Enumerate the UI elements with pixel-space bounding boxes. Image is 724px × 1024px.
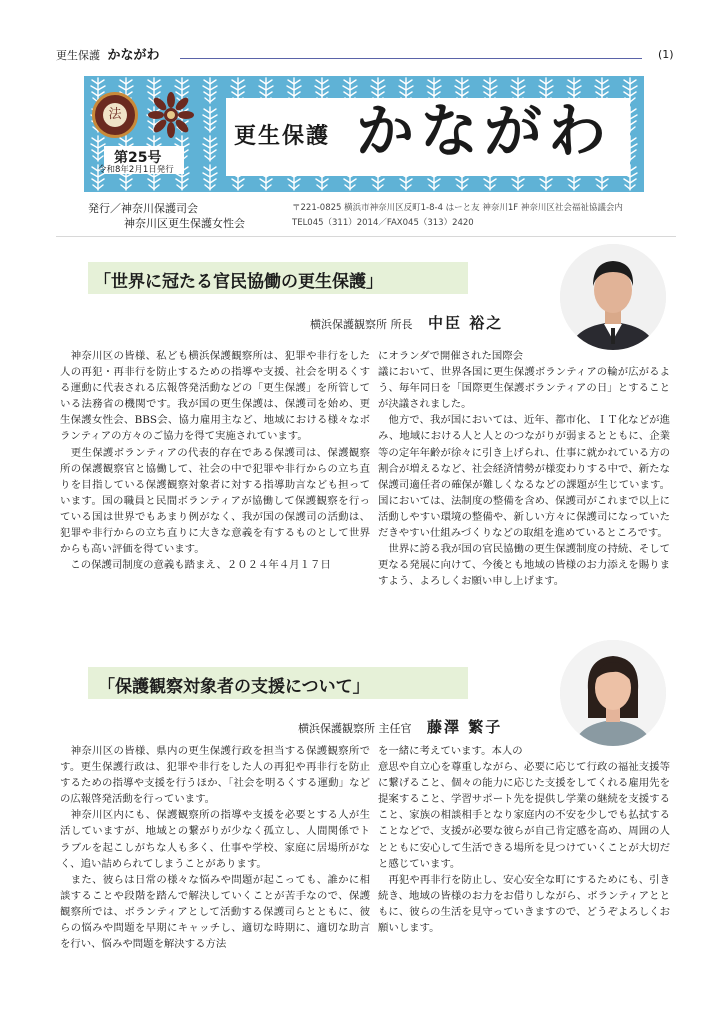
article2-portrait [560,640,666,746]
running-header [56,44,160,63]
tel-fax-line: TEL045（311）2014／FAX045（313）2420 [292,218,474,228]
article1-heading: 「世界に冠たる官民協働の更生保護」 [94,272,383,292]
address-block [292,201,623,231]
portrait-woman-icon [560,640,666,746]
article2-byline-name: 藤澤 繁子 [427,718,503,736]
chrysanthemum-emblem-icon [148,92,194,138]
article1-portrait [560,244,666,350]
publisher-line2: 神奈川区更生保護女性会 [124,217,245,230]
publisher-block [88,201,245,231]
publisher-line1: 発行／神奈川保護司会 [88,202,198,215]
hogoshi-emblem-icon [92,92,138,138]
portrait-man-icon [560,244,666,350]
running-header-title: かながわ [107,48,160,63]
article1-left-column: 神奈川区の皆様、私ども横浜保護観察所は、犯罪や非行をした人の再犯・再非行を防止するための指導や支援、社会を明るくする運動に代表される広報啓発活動などの「更生保護」を所管している法務省の機関です。我が国の更生保護は、保護司を始め、更生保護女性会、BBS会、協力雇用主など、地域における様々なボランティアの方々のご協力を得て実施されています。 更生保護ボランティアの代表的存在である保護司は、保護観察所の保護観察官と協働して、社会の中で犯罪や非行からの立ち直りを目指している保護観察対象者に対する指導助言なども担っています。国の職員と民間ボランティアが協働して保護観察を行っている国は世界でもあまり例がなく、我が国の保護司の活動は、犯罪や非行からの立ち直りに大きな意義を有するものとして世界からも高い評価を得ています。 この保護司制度の意義も踏まえ、２０２４年４月１７日 [60,350,370,572]
article1-byline-role: 横浜保護観察所 所長 [310,318,413,331]
article2-byline [298,716,502,737]
header-rule [180,58,642,59]
article2-byline-role: 横浜保護観察所 主任官 [298,722,412,735]
issue-number: 第25号 [114,150,162,166]
article1-byline [310,312,503,333]
masthead-title-big: かながわ [356,97,613,165]
article1-byline-name: 中臣 裕之 [428,314,504,332]
article2-left-column: 神奈川区の皆様、県内の更生保護行政を担当する保護観察所です。更生保護行政は、犯罪や非行をした人の再犯や再非行を防止するための指導や支援を行うほか、「社会を明るくする運動」などの広報啓発活動を行っています。 神奈川区内にも、保護観察所の指導や支援を必要とする人が生活していますが、地域との繋がりが少なく孤立し、人間関係でトラブルを起こしがちな人も多く、仕事や学校、家庭に居場所がなく、追い詰められてしまうことがあります。 また、彼らは日常の様々な悩みや問題が起こっても、誰かに相談することや段階を踏んで解決していくことが苦手なので、保護観察所では、ボランティアとして活動する保護司らとともに、彼らの悩みや問題を早期にキャッチし、適切な時期に、適切な助言を行い、悩みや問題を解決する方法 [60,745,370,951]
article2-right-column: を一緒に考えています。本人の 意思や自立心を尊重しながら、必要に応じて行政の福祉支援等に繋げること、個々の能力に応じた支援をしてくれる雇用先を提案すること、学習サポート先を提供し学業の継続を支援すること、家族の相談相手となり家庭内の不安を少しでも払拭することなどで、支援が必要な彼らが自己肯定感を高め、周囲の人とともに安心して生活できる場所を見つけていくことが大切だと感じています。 再犯や再非行を防止し、安心安全な町にするためにも、引き続き、地域の皆様のお力をお借りしながら、ボランティアとともに、彼らの生活を見守っていきますので、どうぞよろしくお願いします。 [378,745,670,935]
emblem-char: 法 [103,103,127,127]
masthead-title-small: 更生保護 [234,123,331,149]
article1-right-column: にオランダで開催された国際会 議において、世界各国に更生保護ボランティアの輪が広がるよう、毎年同日を「国際更生保護ボランティアの日」とすることが決議されました。 他方で、我が国においては、近年、都市化、ＩＴ化などが進み、地域における人と人とのつながりが弱まるとともに、企業等の定年年齢が徐々に引き上げられ、仕事に就かれている方の割合が増えるなど、社会経済情勢が様変わりする中で、新たな保護司適任者の確保が難しくなるなどの課題が生じています。国においては、法制度の整備を含め、保護司がこれまで以上に活動しやすい環境の整備や、新しい方々に保護司になっていただきやすい仕組みづくりなどの取組を進めているところです。 世界に誇る我が国の官民協働の更生保護制度の持続、そして更なる発展に向けて、今後とも地域の皆様のお力添えを賜りますよう、よろしくお願い申し上げます。 [378,350,670,588]
article2-heading: 「保護観察対象者の支援について」 [98,677,370,697]
divider [56,236,676,237]
running-header-label: 更生保護 [56,49,100,62]
issue-date: 令和8年2月1日発行 [98,165,174,175]
page-number: (1) [658,48,674,61]
address-line: 〒221-0825 横浜市神奈川区反町1-8-4 はーと友 神奈川1F 神奈川区社会福祉協議会内 [292,203,623,213]
